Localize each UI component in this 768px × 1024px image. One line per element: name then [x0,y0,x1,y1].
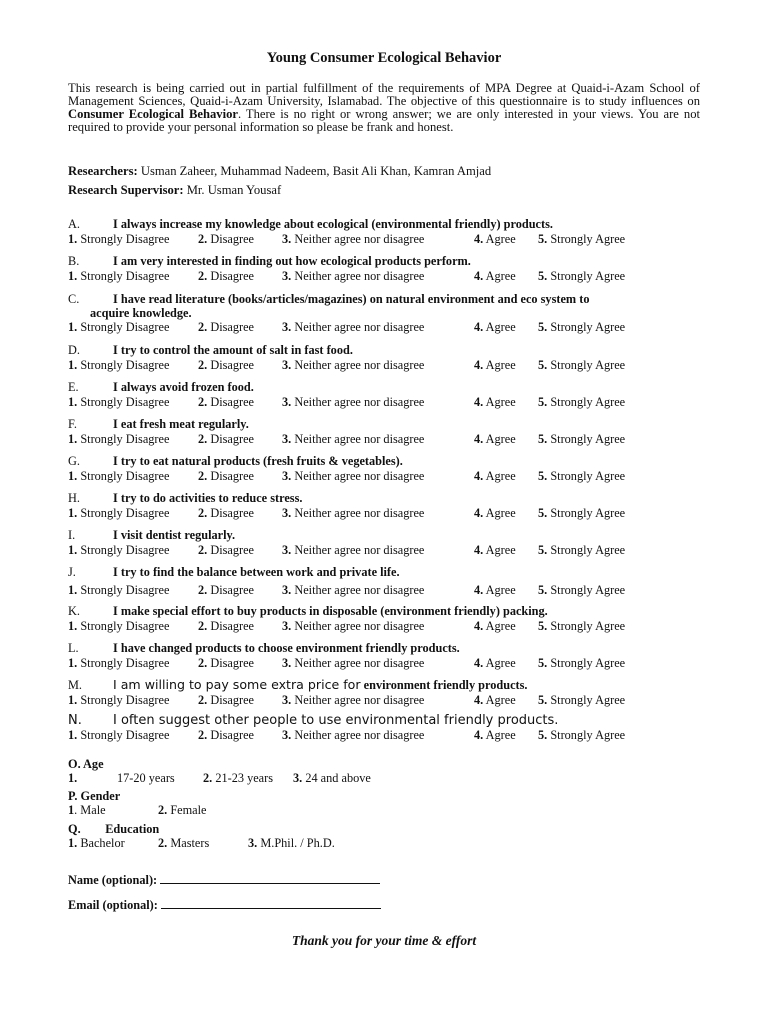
option-2[interactable]: 2. Disagree [198,655,255,670]
option-5[interactable]: 5. Strongly Agree [538,394,626,409]
question-text: I often suggest other people to use environmental friendly products. [113,713,559,728]
option-5[interactable]: 5. Strongly Agree [538,357,626,372]
question-l [68,642,708,670]
question-n [68,714,708,742]
researchers-label: Researchers: [68,164,138,178]
option-4[interactable]: 4. Agree [474,692,516,707]
option-5[interactable]: 5. Strongly Agree [538,727,626,742]
option-1[interactable]: 1. Strongly Disagree [68,582,170,597]
option-4[interactable]: 4. Agree [474,542,516,557]
question-letter: E. [68,380,79,394]
intro-paragraph [68,82,700,134]
option-3[interactable]: 3. Neither agree nor disagree [282,582,425,597]
option-1[interactable]: 1. Strongly Disagree [68,468,170,483]
option-4[interactable]: 4. Agree [474,357,516,372]
option-4[interactable]: 4. Agree [474,268,516,283]
intro-text-1: This research is being carried out in partial fulfillment of the requirements of MPA Degree at Quaid-i-Azam School of Management Sciences, Quaid-i-Azam University, Islamabad. The objective of this questionnaire is to study influences on [68,81,700,108]
option-1[interactable]: 1. Strongly Disagree [68,357,170,372]
question-text: I am very interested in finding out how ecological products perform. [113,254,471,268]
option-3[interactable]: 3. Neither agree nor disagree [282,320,425,334]
question-k [68,605,708,633]
option-4[interactable]: 4. Agree [474,231,516,246]
question-m [68,678,708,707]
question-text-continued: acquire knowledge. [90,305,192,320]
answer-scale [68,395,708,409]
question-c [68,293,708,334]
section-letter: P. [68,789,78,803]
question-letter: F. [68,417,77,431]
option-3[interactable]: 3. Neither agree nor disagree [282,655,425,670]
question-letter: C. [68,292,80,306]
option-5[interactable]: 5. Strongly Agree [538,320,626,334]
option-2[interactable]: 2. Disagree [198,231,255,246]
question-letter: M. [68,678,83,692]
option-5[interactable]: 5. Strongly Agree [538,431,626,446]
option-3[interactable]: 3. Neither agree nor disagree [282,727,425,742]
option-4[interactable]: 4. Agree [474,431,516,446]
section-letter: O. [68,757,81,771]
answer-scale [68,269,708,283]
option-4[interactable]: 4. Agree [474,582,516,597]
answer-scale [68,506,708,520]
question-d [68,344,708,372]
age-section [68,757,468,785]
option-3[interactable]: 3. Neither agree nor disagree [282,468,425,483]
email-field-row [68,898,381,913]
answer-scale [68,432,708,446]
answer-scale [68,358,708,372]
question-a [68,218,708,246]
question-text: I always increase my knowledge about ecological (environmental friendly) products. [113,217,553,231]
option-2[interactable]: 2. Disagree [198,582,255,597]
name-label: Name (optional): [68,873,158,887]
question-f [68,418,708,446]
option-2[interactable]: 2. Disagree [198,431,255,446]
answer-scale [68,469,708,483]
name-input[interactable] [160,873,380,884]
option-1[interactable]: 1. Strongly Disagree [68,542,170,557]
question-letter: G. [68,454,80,468]
option-5[interactable]: 5. Strongly Agree [538,231,626,246]
option-5[interactable]: 5. Strongly Agree [538,618,626,633]
option-5[interactable]: 5. Strongly Agree [538,582,626,597]
option-1[interactable]: 1. Strongly Disagree [68,692,170,707]
option-4[interactable]: 4. Agree [474,505,516,520]
age-option-2[interactable]: 2. 21-23 years [203,771,274,785]
question-letter: H. [68,491,80,505]
option-5[interactable]: 5. Strongly Agree [538,542,626,557]
option-4[interactable]: 4. Agree [474,655,516,670]
question-text: I visit dentist regularly. [113,528,236,542]
question-letter: A. [68,217,80,231]
age-option-1[interactable]: 1. [68,771,78,785]
question-j [68,566,708,597]
thank-you-note: Thank you for your time & effort [291,933,477,948]
option-2[interactable]: 2. Disagree [198,357,255,372]
gender-option-female[interactable]: 2. Female [158,803,207,817]
option-1[interactable]: 1. Strongly Disagree [68,655,170,670]
question-text: I make special effort to buy products in disposable (environment friendly) packing. [113,604,548,618]
option-4[interactable]: 4. Agree [474,618,516,633]
question-text-continued: environment friendly products. [363,678,528,692]
page-title: Young Consumer Ecological Behavior [266,50,502,66]
gender-section [68,789,368,817]
option-5[interactable]: 5. Strongly Agree [538,505,626,520]
question-letter: L. [68,641,79,655]
option-3[interactable]: 3. Neither agree nor disagree [282,692,425,707]
question-text: I try to eat natural products (fresh fruits & vegetables). [113,454,403,468]
option-1[interactable]: 1. Strongly Disagree [68,231,170,246]
question-letter: I. [68,528,76,542]
section-label: Age [83,757,104,771]
education-option-masters[interactable]: 2. Masters [158,836,210,850]
question-g [68,455,708,483]
option-4[interactable]: 4. Agree [474,394,516,409]
answer-scale [68,693,708,707]
option-4[interactable]: 4. Agree [474,727,516,742]
section-letter: Q. [68,822,81,836]
answer-scale [68,320,708,334]
option-1[interactable]: 1. Strongly Disagree [68,431,170,446]
option-3[interactable]: 3. Neither agree nor disagree [282,431,425,446]
option-3[interactable]: 3. Neither agree nor disagree [282,231,425,246]
researchers-line [68,164,491,179]
supervisor-label: Research Supervisor: [68,183,184,197]
option-3[interactable]: 3. Neither agree nor disagree [282,618,425,633]
question-text: I try to find the balance between work and private life. [113,565,400,579]
answer-scale [68,728,708,742]
option-2[interactable]: 2. Disagree [198,320,255,334]
option-2[interactable]: 2. Disagree [198,692,255,707]
question-letter: K. [68,604,80,618]
option-1[interactable]: 1. Strongly Disagree [68,320,170,334]
intro-emphasis: Consumer Ecological Behavior [68,107,238,121]
question-text: I am willing to pay some extra price for [113,677,361,692]
option-4[interactable]: 4. Agree [474,320,516,334]
answer-scale [68,232,708,246]
option-2[interactable]: 2. Disagree [198,394,255,409]
intro-text-2: . There is no right or wrong answer; we are only interested in your views. You are not required to provide your personal information so please be frank and honest. [68,107,700,134]
question-text: I eat fresh meat regularly. [113,417,249,431]
question-letter: J. [68,565,76,579]
answer-scale [68,619,708,633]
researchers-value: Usman Zaheer, Muhammad Nadeem, Basit Ali Khan, Kamran Amjad [140,164,492,178]
email-label: Email (optional): [68,898,158,912]
option-1[interactable]: 1. Strongly Disagree [68,268,170,283]
education-section [68,822,468,850]
question-text: I always avoid frozen food. [113,380,254,394]
option-3[interactable]: 3. Neither agree nor disagree [282,394,425,409]
education-option-bachelor[interactable]: 1. Bachelor [68,836,125,850]
name-field-row [68,873,380,888]
option-2[interactable]: 2. Disagree [198,468,255,483]
option-2[interactable]: 2. Disagree [198,618,255,633]
option-5[interactable]: 5. Strongly Agree [538,692,626,707]
option-5[interactable]: 5. Strongly Agree [538,655,626,670]
option-5[interactable]: 5. Strongly Agree [538,268,626,283]
option-3[interactable]: 3. Neither agree nor disagree [282,357,425,372]
option-2[interactable]: 2. Disagree [198,542,255,557]
answer-scale [68,543,708,557]
question-text: I try to do activities to reduce stress. [113,491,303,505]
option-1[interactable]: 1. Strongly Disagree [68,727,170,742]
question-letter: D. [68,343,80,357]
question-letter: B. [68,254,80,268]
option-1[interactable]: 1. Strongly Disagree [68,394,170,409]
question-i [68,529,708,557]
question-letter: N. [68,713,82,728]
section-label: Education [105,822,160,836]
answer-scale [68,583,708,597]
question-e [68,381,708,409]
option-3[interactable]: 3. Neither agree nor disagree [282,505,425,520]
option-3[interactable]: 3. Neither agree nor disagree [282,542,425,557]
answer-scale [68,656,708,670]
age-option-1-label[interactable]: 17-20 years [117,771,175,785]
question-text: I have read literature (books/articles/magazines) on natural environment and eco system to [113,292,590,306]
email-input[interactable] [161,898,381,909]
question-text: I try to control the amount of salt in fast food. [113,343,353,357]
option-5[interactable]: 5. Strongly Agree [538,468,626,483]
option-4[interactable]: 4. Agree [474,468,516,483]
age-option-3[interactable]: 3. 24 and above [293,771,371,785]
question-text: I have changed products to choose environment friendly products. [113,641,460,655]
option-2[interactable]: 2. Disagree [198,505,255,520]
section-label: Gender [80,789,121,803]
education-option-mphil[interactable]: 3. M.Phil. / Ph.D. [248,836,335,850]
gender-option-male[interactable]: 1. Male [68,803,106,817]
option-3[interactable]: 3. Neither agree nor disagree [282,268,425,283]
question-b [68,255,708,283]
question-h [68,492,708,520]
supervisor-value: Mr. Usman Yousaf [186,183,282,197]
option-2[interactable]: 2. Disagree [198,727,255,742]
option-1[interactable]: 1. Strongly Disagree [68,618,170,633]
option-2[interactable]: 2. Disagree [198,268,255,283]
option-1[interactable]: 1. Strongly Disagree [68,505,170,520]
supervisor-line [68,183,281,198]
